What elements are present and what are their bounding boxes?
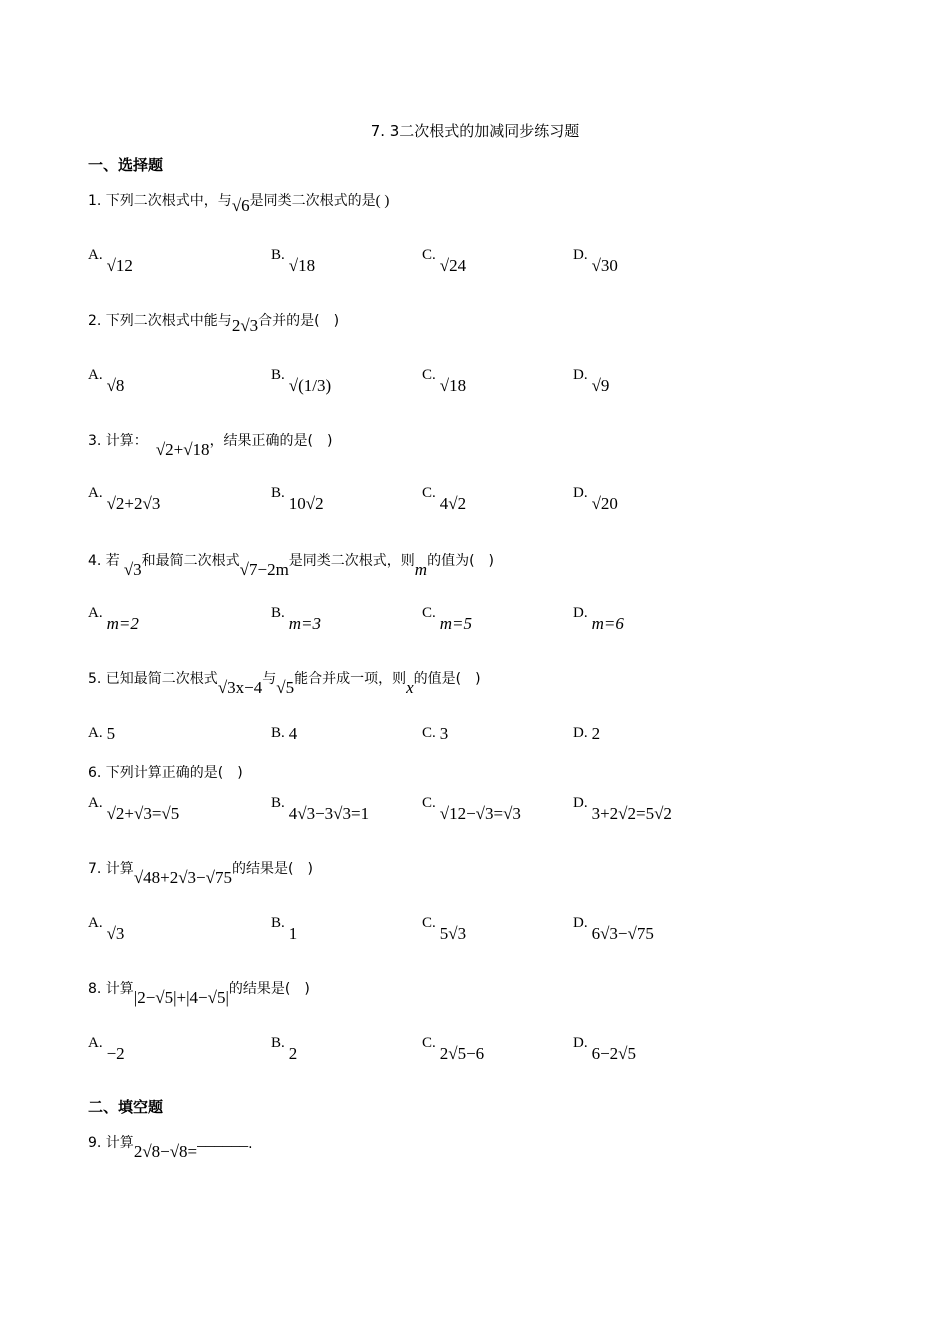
question-7 bbox=[88, 858, 313, 887]
question-stem-end: ，结果正确的是( ) bbox=[209, 433, 333, 449]
question-stem-end: 的结果是( ) bbox=[231, 861, 313, 877]
question-stem: 7. 计算 bbox=[88, 861, 134, 877]
option-value: 2 bbox=[288, 1044, 298, 1063]
question-stem: 3. 计算： bbox=[88, 433, 148, 449]
option-b[interactable] bbox=[271, 605, 322, 633]
question-stem: 8. 计算 bbox=[88, 981, 134, 997]
option-label: A. bbox=[88, 725, 103, 741]
option-label: C. bbox=[422, 915, 436, 931]
option-value: 3 bbox=[439, 724, 449, 743]
option-label: D. bbox=[573, 795, 588, 811]
question-stem: 4. 若 bbox=[88, 553, 120, 569]
option-value: √18 bbox=[439, 376, 467, 395]
option-value: √20 bbox=[591, 494, 618, 513]
option-label: B. bbox=[271, 485, 285, 501]
option-label: B. bbox=[271, 605, 285, 621]
question-5 bbox=[88, 668, 481, 697]
option-value: 5√3 bbox=[439, 924, 467, 943]
option-value: m=5 bbox=[439, 614, 473, 633]
option-b[interactable] bbox=[271, 724, 297, 744]
option-a[interactable] bbox=[88, 1035, 125, 1063]
option-value: √12 bbox=[106, 256, 133, 275]
question-math: 2√8−√8= bbox=[133, 1142, 198, 1161]
option-label: D. bbox=[573, 605, 588, 621]
option-label: B. bbox=[271, 795, 285, 811]
option-label: B. bbox=[271, 367, 285, 383]
question-stem-end: 是同类二次根式的是 bbox=[249, 193, 376, 209]
question-8 bbox=[88, 978, 310, 1007]
option-label: C. bbox=[422, 605, 436, 621]
option-label: D. bbox=[573, 247, 588, 263]
question-4 bbox=[88, 550, 495, 579]
option-label: C. bbox=[422, 725, 436, 741]
option-value: 4 bbox=[288, 724, 298, 743]
option-label: C. bbox=[422, 367, 436, 383]
option-value: √2+√3=√5 bbox=[106, 804, 180, 823]
question-math-2: √7−2m bbox=[239, 560, 289, 579]
option-value: √8 bbox=[106, 376, 125, 395]
option-c[interactable] bbox=[422, 724, 448, 744]
question-math: |2−√5|+|4−√5| bbox=[133, 988, 229, 1007]
option-value: √12−√3=√3 bbox=[439, 804, 521, 823]
question-stem-end: 的结果是( ) bbox=[228, 981, 310, 997]
question-math: √3 bbox=[123, 560, 142, 579]
option-b[interactable] bbox=[271, 247, 316, 275]
question-math: √6 bbox=[231, 196, 250, 215]
question-stem-end: 合并的是( ) bbox=[258, 313, 340, 329]
option-a[interactable] bbox=[88, 795, 180, 823]
option-c[interactable] bbox=[422, 367, 467, 395]
option-label: B. bbox=[271, 247, 285, 263]
option-a[interactable] bbox=[88, 915, 125, 943]
option-value: √24 bbox=[439, 256, 467, 275]
option-d[interactable] bbox=[573, 605, 624, 633]
option-label: D. bbox=[573, 725, 588, 741]
option-a[interactable] bbox=[88, 247, 133, 275]
option-label: C. bbox=[422, 795, 436, 811]
option-label: D. bbox=[573, 915, 588, 931]
option-b[interactable] bbox=[271, 1035, 298, 1063]
question-math-3: m bbox=[414, 560, 428, 579]
option-label: D. bbox=[573, 367, 588, 383]
option-label: A. bbox=[88, 915, 103, 931]
option-value: 2√5−6 bbox=[439, 1044, 485, 1063]
question-3 bbox=[88, 430, 333, 459]
option-c[interactable] bbox=[422, 915, 467, 943]
option-d[interactable] bbox=[573, 724, 600, 744]
option-b[interactable] bbox=[271, 367, 332, 395]
option-value: m=3 bbox=[288, 614, 322, 633]
option-label: A. bbox=[88, 247, 103, 263]
option-d[interactable] bbox=[573, 1035, 637, 1063]
option-value: −2 bbox=[106, 1044, 125, 1063]
option-d[interactable] bbox=[573, 247, 618, 275]
option-label: A. bbox=[88, 367, 103, 383]
option-d[interactable] bbox=[573, 795, 672, 823]
option-value: 2 bbox=[591, 724, 601, 743]
question-stem: 2. 下列二次根式中能与 bbox=[88, 313, 232, 329]
option-value: m=6 bbox=[591, 614, 624, 633]
question-math: √2+√18 bbox=[155, 440, 210, 459]
option-label: B. bbox=[271, 915, 285, 931]
option-value: m=2 bbox=[106, 614, 139, 633]
question-stem-end: . bbox=[248, 1136, 253, 1152]
option-a[interactable] bbox=[88, 485, 161, 513]
question-stem-mid-2: 能合并成一项，则 bbox=[294, 671, 407, 687]
option-label: A. bbox=[88, 485, 103, 501]
option-value: 6−2√5 bbox=[591, 1044, 637, 1063]
option-d[interactable] bbox=[573, 485, 618, 513]
option-label: B. bbox=[271, 1035, 285, 1051]
option-label: A. bbox=[88, 605, 103, 621]
option-d[interactable] bbox=[573, 915, 654, 943]
question-stem-mid: 和最简二次根式 bbox=[141, 553, 240, 569]
option-b[interactable] bbox=[271, 915, 298, 943]
question-math: √3x−4 bbox=[217, 678, 263, 697]
option-value: 6√3−√75 bbox=[591, 924, 654, 943]
option-a[interactable] bbox=[88, 724, 115, 744]
option-label: B. bbox=[271, 725, 285, 741]
answer-paren: ( ) bbox=[375, 193, 390, 209]
option-value: √9 bbox=[591, 376, 610, 395]
option-c[interactable] bbox=[422, 795, 521, 823]
option-a[interactable] bbox=[88, 367, 125, 395]
question-stem-mid-2: 是同类二次根式，则 bbox=[288, 553, 415, 569]
question-stem: 6. 下列计算正确的是( ) bbox=[88, 765, 243, 781]
question-stem: 1. 下列二次根式中，与 bbox=[88, 193, 232, 209]
option-c[interactable] bbox=[422, 1035, 485, 1063]
option-label: A. bbox=[88, 1035, 103, 1051]
option-c[interactable] bbox=[422, 605, 473, 633]
option-label: C. bbox=[422, 485, 436, 501]
option-label: C. bbox=[422, 1035, 436, 1051]
option-value: 1 bbox=[288, 924, 298, 943]
question-stem-end: 的值为( ) bbox=[427, 553, 495, 569]
option-value: √2+2√3 bbox=[106, 494, 161, 513]
question-math: √48+2√3−√75 bbox=[133, 868, 232, 887]
question-2 bbox=[88, 310, 340, 335]
option-label: D. bbox=[573, 1035, 588, 1051]
question-6 bbox=[88, 762, 243, 782]
question-math-2: √5 bbox=[276, 678, 295, 697]
option-d[interactable] bbox=[573, 367, 610, 395]
question-math-3: x bbox=[406, 678, 414, 697]
option-value: √30 bbox=[591, 256, 618, 275]
option-label: A. bbox=[88, 795, 103, 811]
question-stem-end: 的值是( ) bbox=[413, 671, 481, 687]
question-stem-mid: 与 bbox=[262, 671, 277, 687]
option-label: D. bbox=[573, 485, 588, 501]
question-stem: 5. 已知最简二次根式 bbox=[88, 671, 218, 687]
option-value: 3+2√2=5√2 bbox=[591, 804, 672, 823]
option-a[interactable] bbox=[88, 605, 139, 633]
section-heading-choice: 一、选择题 bbox=[88, 156, 164, 174]
option-value: 10√2 bbox=[288, 494, 324, 513]
option-c[interactable] bbox=[422, 247, 467, 275]
option-label: C. bbox=[422, 247, 436, 263]
page-title: 7. 3二次根式的加减同步练习题 bbox=[370, 122, 580, 140]
option-value: √(1/3) bbox=[288, 376, 332, 395]
option-value: 4√3−3√3=1 bbox=[288, 804, 370, 823]
question-1 bbox=[88, 190, 390, 215]
option-value: √18 bbox=[288, 256, 316, 275]
answer-blank[interactable]: ______ bbox=[197, 1130, 249, 1149]
option-b[interactable] bbox=[271, 485, 324, 513]
option-b[interactable] bbox=[271, 795, 370, 823]
question-stem: 9. 计算 bbox=[88, 1135, 134, 1151]
option-value: 4√2 bbox=[439, 494, 467, 513]
question-math: 2√3 bbox=[231, 316, 259, 335]
option-c[interactable] bbox=[422, 485, 467, 513]
section-heading-fill: 二、填空题 bbox=[88, 1098, 164, 1116]
option-value: 5 bbox=[106, 724, 116, 743]
question-9 bbox=[88, 1130, 253, 1161]
option-value: √3 bbox=[106, 924, 125, 943]
